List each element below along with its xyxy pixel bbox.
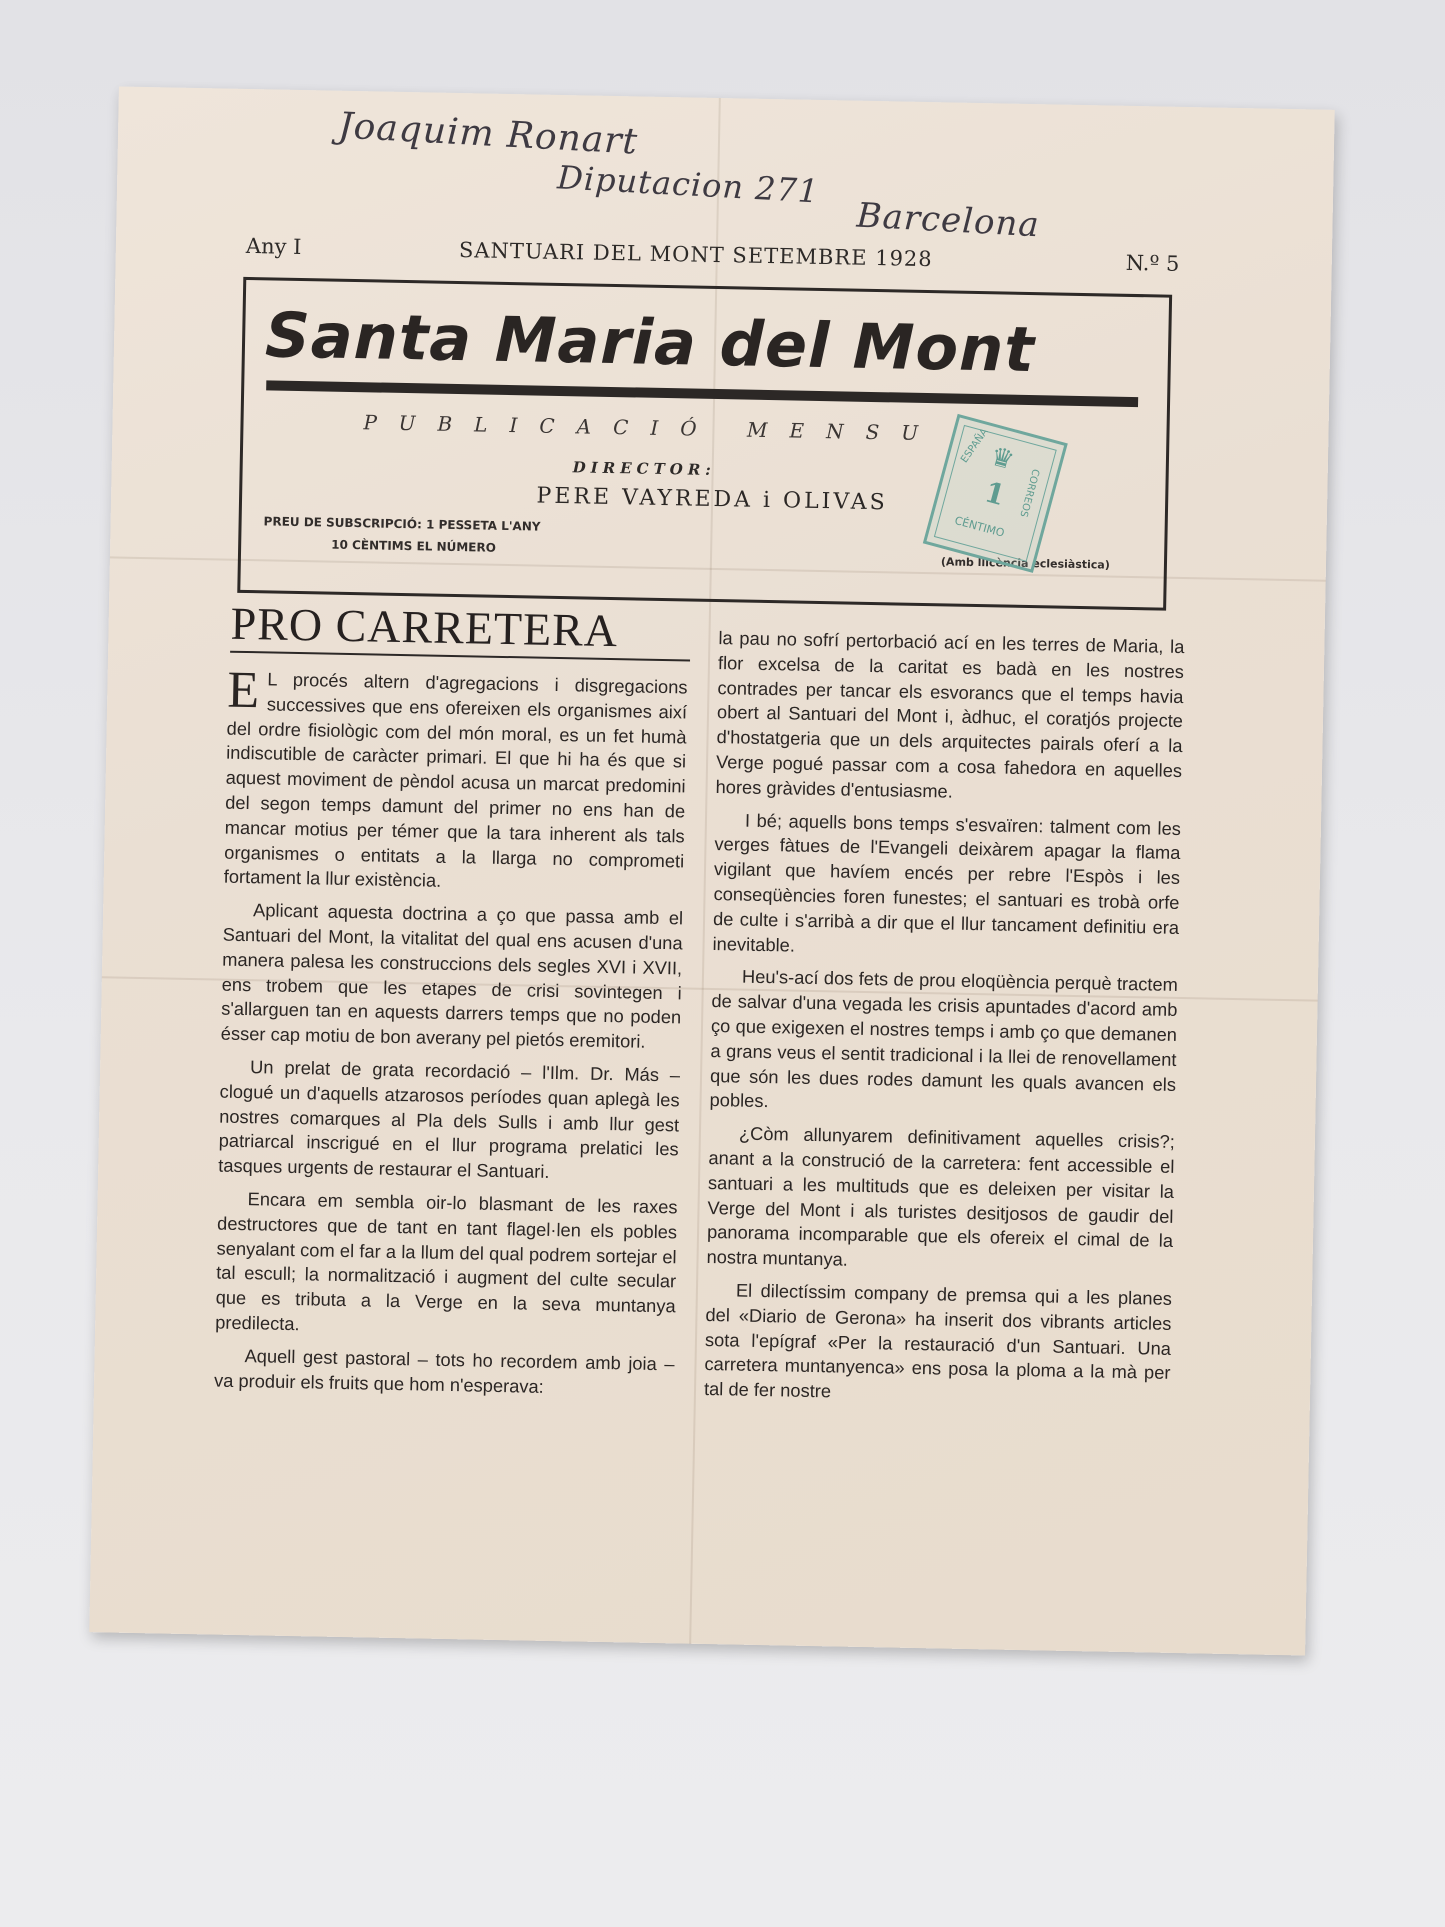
ecclesiastical-licence: (Amb llicència eclesiàstica): [940, 555, 1110, 572]
stamp-unit: CÉNTIMO: [953, 513, 1006, 540]
issue-year: Any I: [245, 233, 302, 260]
article-paragraph: ¿Còm allunyarem definitivament aquelles crisis?; anant a la construció de la carretera: fent accessible el santuari a les multituds que es deleixen per visitar la Verge del Mont i als turistes desitjosos de gaudir del panorama incomparable que els ofereix el cimal de la nostra muntanya.: [706, 1122, 1176, 1270]
director-name: PERE VAYREDA i OLIVAS: [536, 483, 888, 516]
article-column-right: [704, 626, 1185, 1419]
handwritten-city: Barcelona: [855, 195, 1041, 246]
article-column-left: [213, 661, 688, 1410]
stamp-value: 1: [981, 475, 1009, 513]
issue-place-date: SANTUARI DEL MONT SETEMBRE 1928: [458, 238, 933, 272]
article-paragraph: Encara em sembla oir-lo blasmant de les raxes destructores que de tant en tant flagel·len els pobles senyalant com el far a la llum del qual podrem sortejar el tal escull; la normalització i augment del culte secular que es tributa a la Verge en la seva muntanya predilecta.: [215, 1188, 678, 1335]
drop-cap: E: [226, 661, 260, 720]
subscription-price: PREU DE SUBSCRIPCIÓ: 1 PESSETA L'ANY: [263, 514, 541, 534]
article-paragraph: la pau no sofrí pertorbació ací en les terres de Maria, la flor excelsa de la caritat es badà en les nostres contrades per tancar els esvorancs que el temps havia obert al Santuari del Mont i, àdhuc, el coratjós projecte d'hostatgeria que un dels arquitectes pairals oferí a la Verge pogué passar com a cosa fahedora en aquelles hores gràvides d'entusiasme.: [715, 627, 1185, 802]
newspaper-page: [89, 86, 1334, 1655]
crown-icon: ♛: [986, 441, 1018, 477]
article-headline: PRO CARRETERA: [230, 597, 619, 657]
article-paragraph: El dilectíssim company de premsa qui a les planes del «Diario de Gerona» ha inserit dos vibrants articles sota l'epígraf «Per la restauració d'un Santuari. Una carretera muntanyenca» ens posa la ploma a la mà per tal de fer nostre: [703, 1279, 1173, 1402]
director-label: DIRECTOR:: [572, 458, 716, 479]
issue-number: N.º 5: [1125, 250, 1180, 276]
publication-title: Santa Maria del Mont: [264, 298, 1036, 387]
stamp-country: ESPAÑA: [959, 426, 991, 466]
handwritten-address: Diputacion 271: [556, 158, 821, 211]
article-paragraph: Aplicant aquesta doctrina a ço que passa amb el Santuari del Mont, la vitalitat del qual ens acusen d'una manera palesa les construccions dels segles XVI i XVII, ens trobem que les etapes de crisi sovintegen i s'allarguen tan en aquests darrers temps que no poden ésser cap motiu de bon averany pel pietós eremitori.: [220, 899, 684, 1052]
article-paragraph: E L procés altern d'agregacions i disgregacions successives que ens ofereixen els organismes així del ordre fisiològic com del món moral, es un fet humà indiscutible de caràcter primari. El que hi ha és que si aquest moviment de pèndol acusa un marcat predomini del segon temps damunt del primer no ens han de mancar motius per témer que la tara inherent als tals organismes o entitats a la llarga no comprometi fortament la llur existència.: [223, 661, 688, 892]
article-paragraph: Heu's-ací dos fets de prou eloqüència perquè tractem de salvar d'una vegada les crisis apuntades d'acord amb ço que exigexen el nostres temps i amb ço que demanen a grans veus el sentit tradicional i la llei de renovellament que són les dues rodes damunt les quals avancen els pobles.: [709, 965, 1179, 1112]
article-paragraph: Aquell gest pastoral – tots ho recordem amb joia – va produir els fruits que hom n'esperava:: [213, 1344, 675, 1397]
issue-price: 10 CÈNTIMS EL NÚMERO: [331, 537, 497, 555]
masthead: [237, 277, 1172, 611]
stamp-service: CORREOS: [1017, 467, 1041, 519]
article-paragraph: Un prelat de grata recordació – l'Ilm. Dr. Más – clogué un d'aquells atzarosos períodes quan aplegà les nostres comarques al Pla dels Sulls i amb llur gest patriarcal inscrigué en el llur programa prelatici les tasques urgents de restaurar el Santuari.: [218, 1056, 681, 1183]
postage-stamp: [923, 414, 1068, 573]
publication-subtitle: PUBLICACIÓ MENSU: [363, 410, 941, 446]
handwritten-name: Joaquim Ronart: [337, 105, 639, 163]
article-paragraph: I bé; aquells bons temps s'esvaïren: talment com les verges fàtues de l'Evangeli deixàrem apagar la flama vigilant que havíem encés per rebre l'Espòs i les conseqüències foren funestes; el santuari es trobà orfe de culte i s'arribà a dir que el llur tancament definitiu era inevitable.: [712, 809, 1182, 956]
